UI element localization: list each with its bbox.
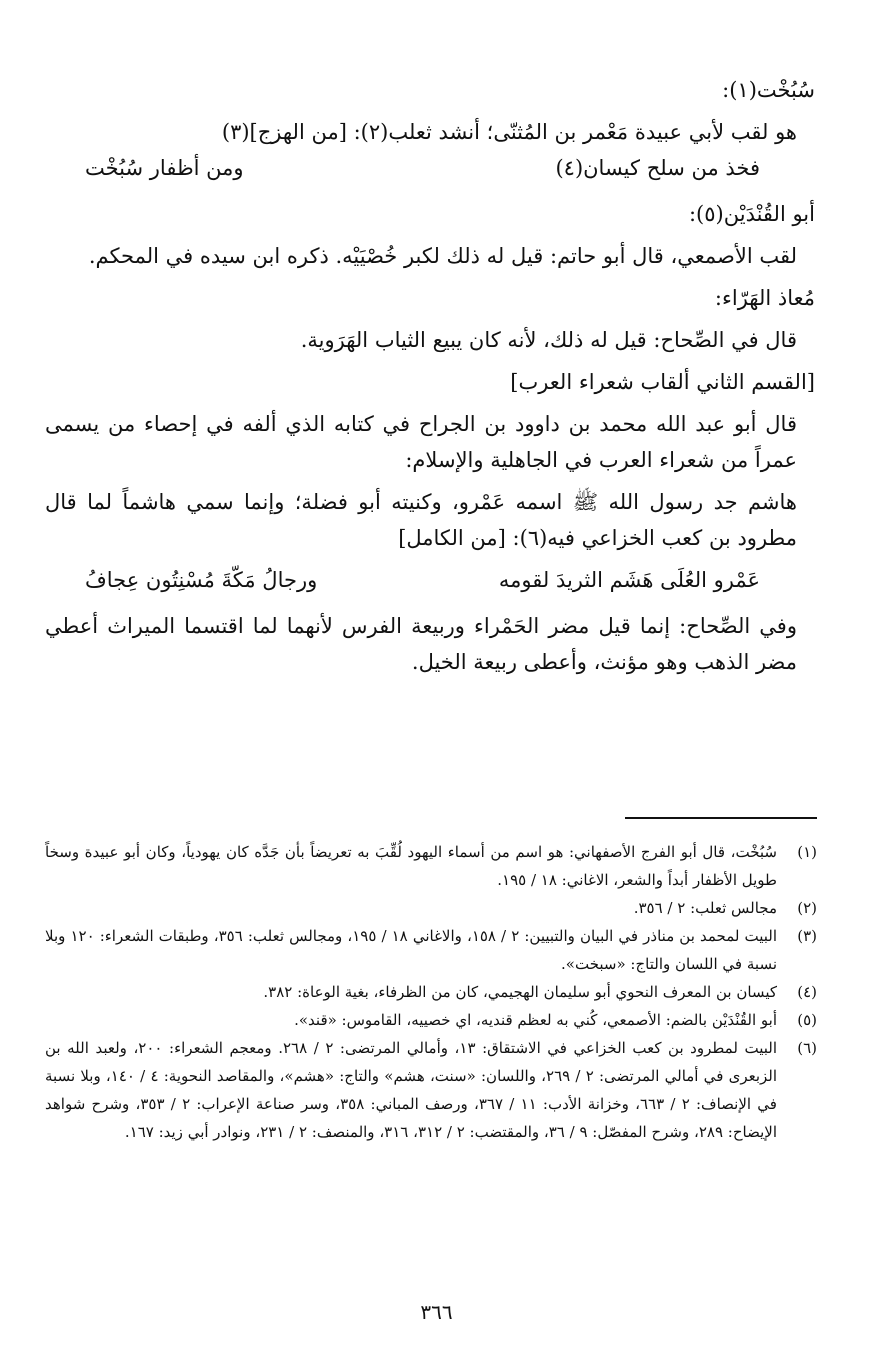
sihah-paragraph: وفي الصِّحاح: إنما قيل مضر الحَمْراء وربيعة الفرس لأنهما لما اقتسما الميراث أعطي مضر الذهب وهو مؤنث، وأعطى ربيعة الخيل. — [45, 614, 797, 674]
verse-hemistich-right: فخذ من سلح كيسان(٤) — [555, 156, 760, 180]
footnote-text: البيت لمطرود بن كعب الخزاعي في الاشتقاق: ١٣، وأمالي المرتضى: ٢ / ٢٦٨. ومعجم الشعراء: ٢٠٠، ولعبد الله بن الزبعرى في أمالي المرتضى: ٢ / ٢٦٩، واللسان: «سنت، هشم» والتاج: «هشم»، والمقاصد النحوية: ٤ / ١٤٠، وبلا نسبة في الإنصاف: ٢ / ٦٦٣، وخزانة الأدب: ١١ / ٣٦٧، ورصف المباني: ٣٥٨، وسر صناعة الإعراب: ٢ / ٣٥٣، وشرح شواهد الإيضاح: ٢٨٩، وشرح المفصّل: ٩ / ٣٦، والمقتضب: ٢ / ٣١٢، ٣١٦، والمنصف: ٢ / ٢٣١، ونوادر أبي زيد: ١٦٧. — [45, 1039, 778, 1141]
entry-heading-qundayn: أبو القُنْدَيْن(٥): — [688, 202, 815, 226]
footnote — [45, 894, 817, 922]
footnote-number: (٤) — [797, 983, 817, 1001]
footnote — [45, 978, 817, 1006]
footnote — [45, 838, 817, 894]
footnote — [45, 1034, 817, 1146]
entry-text-subukht: هو لقب لأبي عبيدة مَعْمر بن المُثنّى؛ أنشد ثعلب(٢): [من الهزج](٣) — [221, 120, 797, 144]
footnotes — [45, 838, 817, 1146]
footnote-divider — [625, 817, 817, 819]
verse-hemistich-left: ورجالُ مَكّةَ مُسْنِتُون عِجافُ — [85, 568, 318, 592]
entry-heading-muadh: مُعاذ الهَرّاء: — [714, 286, 815, 310]
main-text — [45, 72, 815, 686]
verse-hemistich-left: ومن أظفار سُبُخْت — [85, 156, 244, 180]
page-number: ٣٦٦ — [420, 1300, 453, 1324]
hashim-paragraph: هاشم جد رسول الله ﷺ اسمه عَمْرو، وكنيته أبو فضلة؛ وإنما سمي هاشماً لما قال مطرود بن كعب الخزاعي فيه(٦): [من الكامل] — [45, 490, 797, 550]
verse-line-2 — [45, 562, 815, 598]
footnote-number: (٣) — [797, 927, 817, 945]
intro-paragraph: قال أبو عبد الله محمد بن داوود بن الجراح في كتابه الذي ألفه في إحصاء من يسمى عمراً من شعراء العرب في الجاهلية والإسلام: — [45, 412, 797, 472]
section-title: [القسم الثاني ألقاب شعراء العرب] — [510, 370, 815, 394]
entry-text-muadh: قال في الصِّحاح: قيل له ذلك، لأنه كان يبيع الثياب الهَرَوية. — [300, 328, 797, 352]
verse-hemistich-right: عَمْرو العُلَى هَشَم الثريدَ لقومه — [498, 568, 760, 592]
entry-heading-subukht: سُبُخْت(١): — [722, 78, 815, 102]
footnote — [45, 922, 817, 978]
footnote-text: البيت لمحمد بن مناذر في البيان والتبيين: ٢ / ١٥٨، والاغاني ١٨ / ١٩٥، ومجالس ثعلب: ٣٥٦، وطبقات الشعراء: ١٢٠ وبلا نسبة في اللسان والتاج: «سبخت». — [45, 927, 778, 973]
footnote-text: أبو القُنْدَيْن بالضم: الأصمعي، كُني به لعظم قنديه، اي خصييه، القاموس: «قند». — [294, 1011, 777, 1029]
footnote-text: مجالس ثعلب: ٢ / ٣٥٦. — [633, 899, 777, 917]
footnote-number: (٢) — [797, 899, 817, 917]
footnote-text: كيسان بن المعرف النحوي أبو سليمان الهجيمي، كان من الظرفاء، بغية الوعاة: ٣٨٢. — [263, 983, 777, 1001]
footnote-number: (٦) — [797, 1039, 817, 1057]
footnote-number: (١) — [797, 843, 817, 861]
verse-line-1 — [45, 150, 815, 186]
footnote-text: سُبُخْت، قال أبو الفرج الأصفهاني: هو اسم من أسماء اليهود لُقِّبَ به تعريضاً بأن جَدَّه كان يهودياً، وكان أبو عبيدة وسخاً طويل الأظفار أبداً والشعر، الاغاني: ١٨ / ١٩٥. — [45, 843, 777, 889]
entry-text-qundayn: لقب الأصمعي، قال أبو حاتم: قيل له ذلك لكبر خُصْيَيْه. ذكره ابن سيده في المحكم. — [88, 244, 797, 268]
footnote-number: (٥) — [797, 1011, 817, 1029]
footnote — [45, 1006, 817, 1034]
